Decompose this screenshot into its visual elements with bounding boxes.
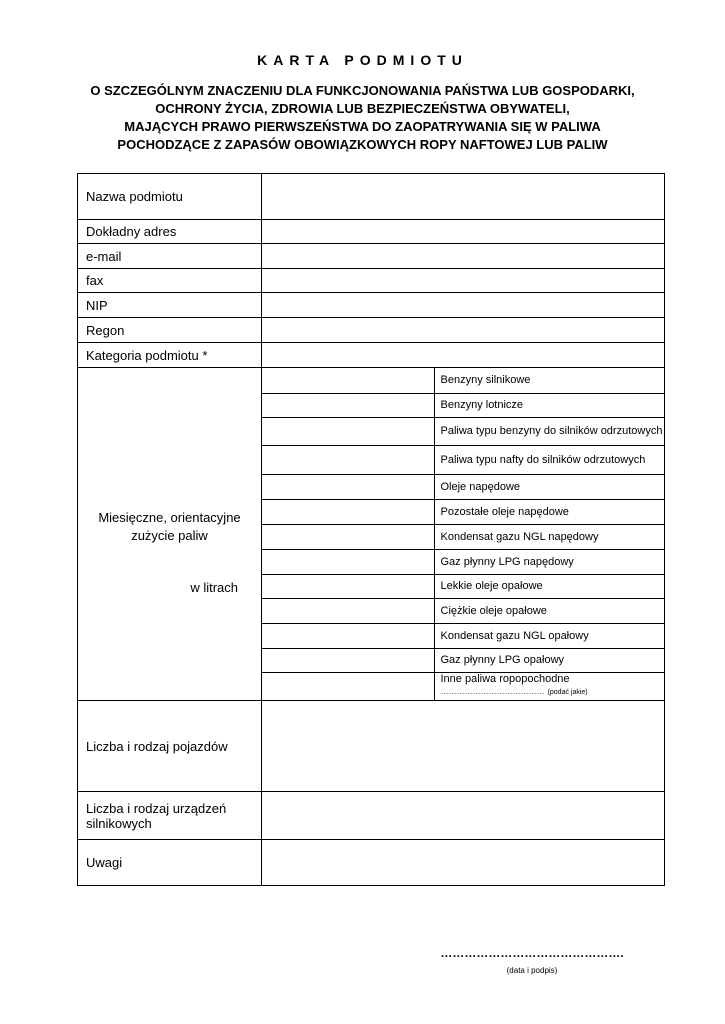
fuel-usage-cell bbox=[262, 368, 665, 701]
subtitle-line: MAJĄCYCH PRAWO PIERWSZEŃSTWA DO ZAOPATRYWANIA SIĘ W PALIWA bbox=[124, 119, 601, 134]
signature-block bbox=[412, 946, 652, 975]
other-fuel-label: Inne paliwa ropopochodne bbox=[440, 673, 570, 686]
fuel-value-field[interactable] bbox=[262, 672, 434, 700]
regon-field[interactable] bbox=[262, 318, 665, 343]
label-email: e-mail bbox=[78, 244, 262, 269]
entity-form-table bbox=[77, 173, 665, 886]
fuel-label: Ciężkie oleje opałowe bbox=[434, 598, 664, 623]
label-entity-name: Nazwa podmiotu bbox=[78, 174, 262, 220]
fuel-label: Benzyny silnikowe bbox=[434, 368, 664, 393]
fuel-usage-table bbox=[262, 368, 664, 700]
usage-unit-label: w litrach bbox=[190, 580, 238, 595]
fuel-value-field[interactable] bbox=[262, 574, 434, 598]
fuel-label: Gaz płynny LPG opałowy bbox=[434, 648, 664, 672]
address-field[interactable] bbox=[262, 220, 665, 244]
fuel-label: Kondensat gazu NGL napędowy bbox=[434, 524, 664, 549]
remarks-field[interactable] bbox=[262, 840, 665, 886]
label-address: Dokładny adres bbox=[78, 220, 262, 244]
subtitle-line: OCHRONY ŻYCIA, ZDROWIA LUB BEZPIECZEŃSTWA OBYWATELI, bbox=[155, 101, 570, 116]
usage-label-cell bbox=[78, 368, 262, 701]
label-category: Kategoria podmiotu * bbox=[78, 343, 262, 368]
subtitle-line: O SZCZEGÓLNYM ZNACZENIU DLA FUNKCJONOWANIA PAŃSTWA LUB GOSPODARKI, bbox=[90, 83, 635, 98]
form-title: KARTA PODMIOTU bbox=[257, 52, 468, 68]
fuel-value-field[interactable] bbox=[262, 524, 434, 549]
fuel-label: Paliwa typu benzyny do silników odrzutowych bbox=[434, 417, 664, 445]
other-fuel-dots[interactable]: ………………………………… bbox=[440, 687, 545, 697]
signature-label: (data i podpis) bbox=[506, 966, 558, 975]
fuel-label: Kondensat gazu NGL opałowy bbox=[434, 623, 664, 648]
entity-name-field[interactable] bbox=[262, 174, 665, 220]
subtitle-line: POCHODZĄCE Z ZAPASÓW OBOWIĄZKOWYCH ROPY NAFTOWEJ LUB PALIW bbox=[117, 137, 608, 152]
fuel-value-field[interactable] bbox=[262, 499, 434, 524]
fuel-label: Lekkie oleje opałowe bbox=[434, 574, 664, 598]
nip-field[interactable] bbox=[262, 293, 665, 318]
usage-label-line: zużycie paliw bbox=[131, 528, 208, 543]
fuel-value-field[interactable] bbox=[262, 474, 434, 499]
fuel-label: Pozostałe oleje napędowe bbox=[434, 499, 664, 524]
email-field[interactable] bbox=[262, 244, 665, 269]
fuel-label: Benzyny lotnicze bbox=[434, 393, 664, 417]
label-remarks: Uwagi bbox=[78, 840, 262, 886]
label-vehicles: Liczba i rodzaj pojazdów bbox=[78, 701, 262, 792]
fuel-value-field[interactable] bbox=[262, 549, 434, 574]
other-fuel-cell bbox=[434, 672, 664, 700]
usage-label-line: Miesięczne, orientacyjne bbox=[98, 510, 241, 525]
signature-line[interactable]: ………………………………………. bbox=[440, 946, 624, 960]
category-field[interactable] bbox=[262, 343, 665, 368]
label-engines bbox=[78, 792, 262, 840]
label-fax: fax bbox=[78, 269, 262, 293]
form-subtitle bbox=[40, 82, 685, 154]
fuel-label: Oleje napędowe bbox=[434, 474, 664, 499]
vehicles-field[interactable] bbox=[262, 701, 665, 792]
fuel-value-field[interactable] bbox=[262, 393, 434, 417]
label-engines-line: Liczba i rodzaj urządzeń bbox=[86, 800, 227, 816]
fuel-value-field[interactable] bbox=[262, 598, 434, 623]
other-fuel-hint: (podać jakie) bbox=[547, 689, 588, 697]
label-nip: NIP bbox=[78, 293, 262, 318]
label-engines-line: silnikowych bbox=[86, 815, 152, 831]
fuel-value-field[interactable] bbox=[262, 445, 434, 474]
engines-field[interactable] bbox=[262, 792, 665, 840]
fuel-label: Gaz płynny LPG napędowy bbox=[434, 549, 664, 574]
label-regon: Regon bbox=[78, 318, 262, 343]
fuel-value-field[interactable] bbox=[262, 417, 434, 445]
fuel-value-field[interactable] bbox=[262, 623, 434, 648]
fuel-label: Paliwa typu nafty do silników odrzutowych bbox=[434, 445, 664, 474]
fuel-value-field[interactable] bbox=[262, 368, 434, 393]
fuel-value-field[interactable] bbox=[262, 648, 434, 672]
fax-field[interactable] bbox=[262, 269, 665, 293]
